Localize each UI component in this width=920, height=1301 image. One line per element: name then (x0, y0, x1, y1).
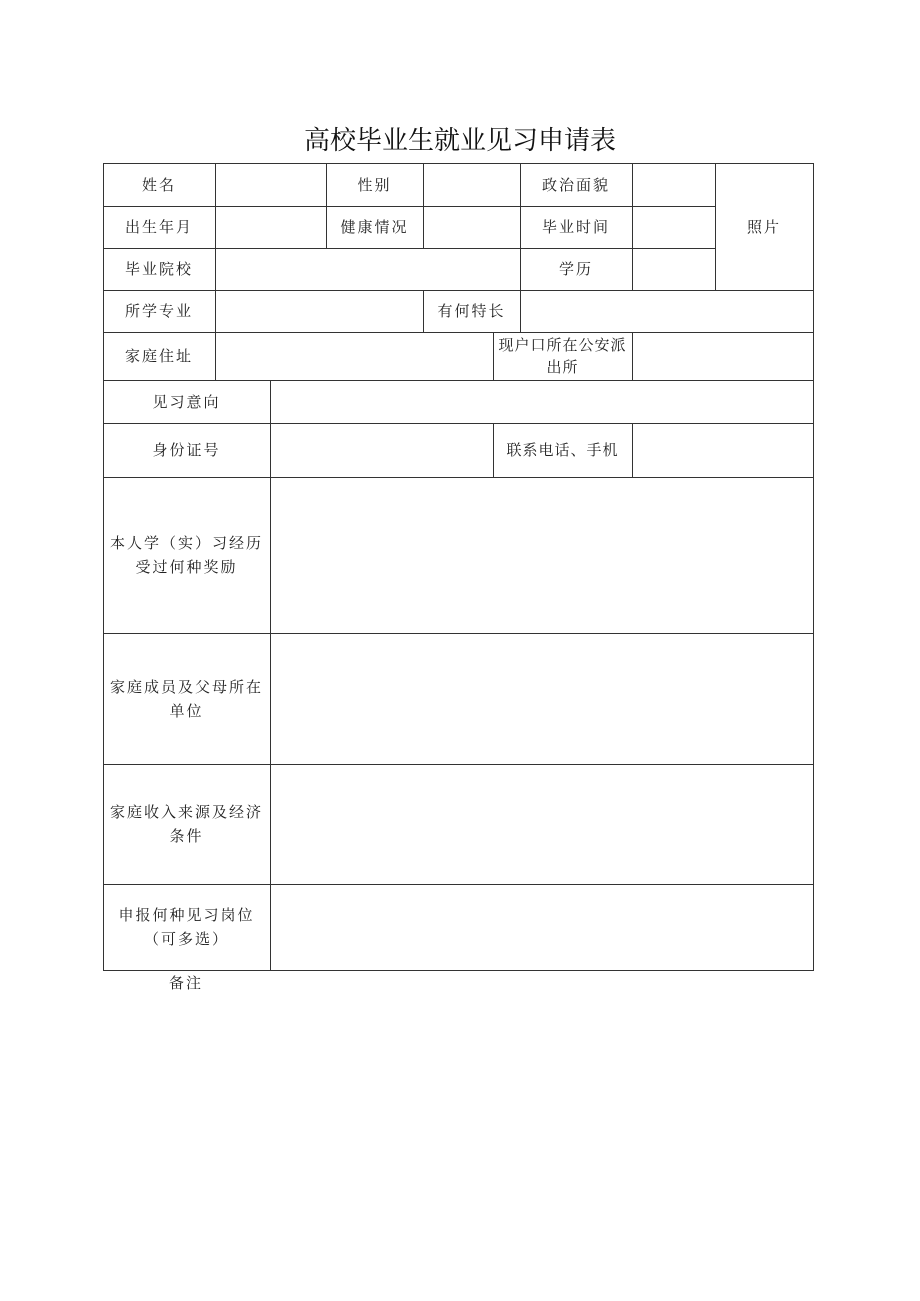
political-field[interactable] (633, 164, 715, 206)
specialty-field[interactable] (521, 291, 813, 332)
address-field[interactable] (216, 333, 493, 380)
label-birth: 出生年月 (124, 218, 193, 236)
label-family: 家庭成员及父母所在单位 (109, 677, 263, 720)
label-health: 健康情况 (340, 218, 409, 236)
label-intention: 见习意向 (152, 392, 221, 411)
health-field[interactable] (424, 207, 520, 248)
label-police: 现户口所在公安派出所 (498, 336, 627, 376)
label-major: 所学专业 (124, 302, 193, 320)
label-grad-time: 毕业时间 (541, 218, 610, 236)
family-field[interactable] (271, 634, 813, 764)
income-field[interactable] (271, 765, 813, 884)
phone-field[interactable] (633, 424, 813, 477)
label-degree: 学历 (558, 260, 593, 278)
label-name: 姓名 (141, 175, 176, 194)
intention-field[interactable] (271, 381, 813, 423)
positions-field[interactable] (271, 885, 813, 970)
name-field[interactable] (216, 164, 326, 206)
id-number-field[interactable] (271, 424, 493, 477)
grad-time-field[interactable] (633, 207, 715, 248)
birth-field[interactable] (216, 207, 326, 248)
awards-field[interactable] (271, 478, 813, 633)
label-income: 家庭收入来源及经济条件 (109, 803, 263, 845)
photo-box[interactable]: 照片 (746, 217, 781, 236)
label-gender: 性别 (357, 175, 392, 194)
label-political: 政治面貌 (541, 175, 610, 194)
degree-field[interactable] (633, 249, 715, 290)
page-title: 高校毕业生就业见习申请表 (303, 126, 616, 156)
police-field[interactable] (633, 333, 813, 380)
gender-field[interactable] (424, 164, 520, 206)
label-phone: 联系电话、手机 (506, 441, 619, 459)
remark-label: 备注 (169, 974, 204, 992)
label-school: 毕业院校 (124, 260, 193, 278)
label-awards: 本人学（实）习经历受过何种奖励 (109, 534, 263, 576)
label-id-number: 身份证号 (152, 441, 221, 459)
label-address: 家庭住址 (124, 347, 193, 365)
major-field[interactable] (216, 291, 423, 332)
label-positions: 申报何种见习岗位（可多选） (118, 906, 255, 948)
label-specialty: 有何特长 (437, 302, 506, 320)
school-field[interactable] (216, 249, 520, 290)
